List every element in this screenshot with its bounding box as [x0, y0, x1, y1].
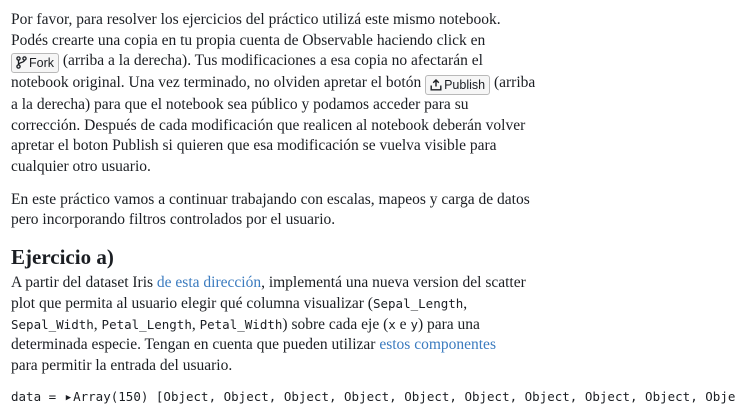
- exercise-text: , implementá una nueva version del scatter: [261, 274, 526, 292]
- exercise-text: determinada especie. Tengan en cuenta que pueden utilizar: [11, 336, 380, 354]
- cell-value: Array(150) [Object, Object, Object, Object, Object, Object, Object, Object, Object, Obje: [73, 389, 735, 404]
- scope-paragraph: [11, 190, 531, 231]
- intro-line-8: cualquier otro usuario.: [11, 158, 151, 176]
- code-y: y: [410, 316, 418, 332]
- dataset-link[interactable]: de esta dirección: [156, 274, 262, 292]
- fork-icon: [16, 56, 27, 69]
- exercise-line-2: [11, 294, 531, 315]
- notebook-content: [11, 10, 536, 377]
- intro-line-3: [11, 51, 531, 73]
- intro-line-7: apretar el boton Publish si quieren que esa modificación se vuelva visible para: [11, 137, 497, 155]
- publish-button[interactable]: [425, 75, 490, 95]
- intro-line-4-text: notebook original. Una vez terminado, no olviden apretar el botón: [11, 73, 422, 91]
- intro-line-2: Podés crearte una copia en tu propia cuenta de Observable haciendo click en: [11, 31, 486, 49]
- exercise-text: ,: [463, 294, 468, 312]
- exercise-line-3: [11, 315, 531, 336]
- cell-variable: data =: [11, 389, 64, 404]
- caret-right-icon[interactable]: ▶: [65, 393, 72, 403]
- intro-line-3-text: (arriba a la derecha). Tus modificaciones a esa copia no afectarán el: [62, 52, 483, 70]
- code-petal-length: Petal_Length: [101, 316, 192, 332]
- exercise-line-1: [11, 273, 531, 294]
- intro-line-4: [11, 73, 536, 95]
- code-sepal-width: Sepal_Width: [11, 316, 94, 332]
- intro-paragraph: [11, 10, 536, 178]
- intro-line-5: a la derecha) para que el notebook sea público y podamos acceder para su: [11, 95, 469, 113]
- code-petal-width: Petal_Width: [199, 316, 283, 332]
- code-x: x: [388, 316, 396, 332]
- exercise-text: A partir del dataset Iris: [11, 274, 157, 292]
- separator: ,: [191, 315, 200, 333]
- exercise-text: plot que permita al usuario elegir qué columna visualizar (: [11, 294, 373, 312]
- exercise-text: e: [395, 315, 411, 333]
- separator: ,: [93, 315, 102, 333]
- scope-line-1: En este práctico vamos a continuar trabajando con escalas, mapeos y carga de datos: [11, 190, 530, 208]
- intro-line-6: corrección. Después de cada modificación que realicen al notebook deberán volver: [11, 116, 526, 134]
- fork-button[interactable]: [11, 53, 59, 73]
- exercise-text: ) para una: [417, 315, 480, 333]
- intro-line-4-tail: (arriba: [493, 73, 536, 91]
- fork-button-label: Fork: [29, 55, 54, 70]
- exercise-line-5: para permitir la entrada del usuario.: [11, 356, 233, 374]
- data-cell-output[interactable]: [11, 389, 735, 406]
- upload-icon: [430, 79, 442, 91]
- exercise-paragraph: [11, 273, 531, 377]
- scope-line-2: pero incorporando filtros controlados por el usuario.: [11, 211, 336, 229]
- exercise-heading: Ejercicio a): [11, 245, 114, 270]
- components-link[interactable]: estos componentes: [379, 336, 496, 354]
- publish-button-label: Publish: [444, 77, 486, 92]
- exercise-text: ) sobre cada eje (: [282, 315, 389, 333]
- intro-line-1: Por favor, para resolver los ejercicios del práctico utilizá este mismo notebook.: [11, 11, 501, 28]
- exercise-line-4: [11, 335, 531, 356]
- code-sepal-length: Sepal_Length: [372, 295, 464, 311]
